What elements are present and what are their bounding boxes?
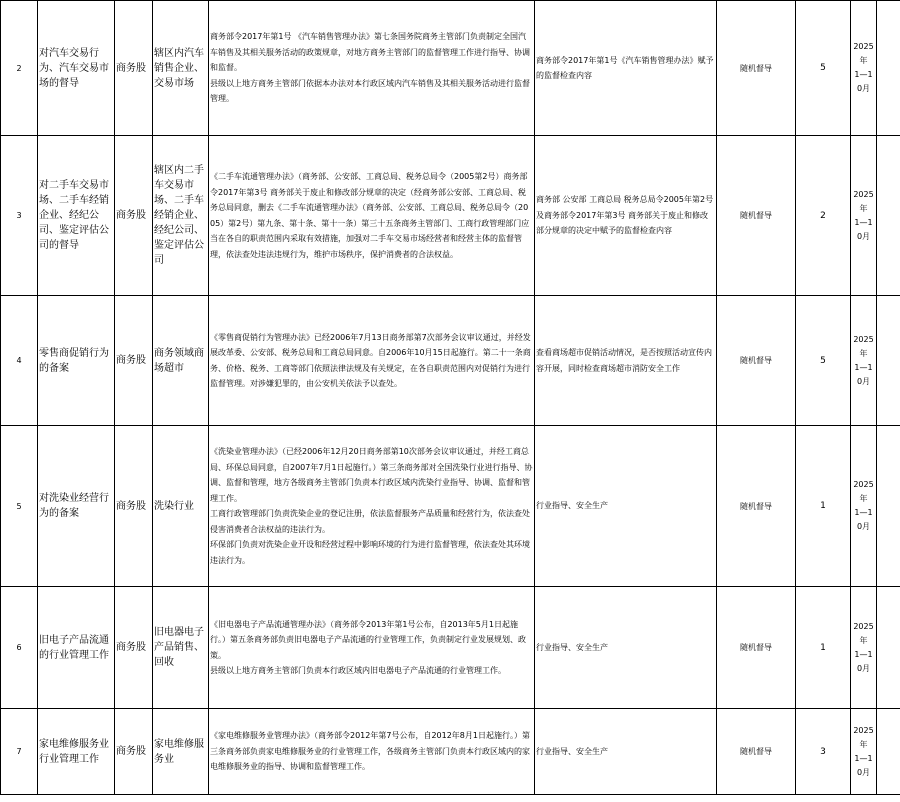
table-row xyxy=(1,1,900,136)
legal-basis-paragraph: 《家电维修服务业管理办法》（商务部令2012年第7号公布，自2012年8月1日起施行。）第三条商务部负责家电维修服务业的行业管理工作，各级商务主管部门负责本行政区域内的家电维修服务业的指导、协调和监督管理工作。 xyxy=(210,731,530,772)
responsible-department: 商务股 xyxy=(115,587,153,709)
period-line: 1—10月 xyxy=(854,70,873,93)
inspection-item: 旧电子产品流通的行业管理工作 xyxy=(38,587,115,709)
inspection-method: 随机督导 xyxy=(717,426,796,587)
inspection-object: 洗染行业 xyxy=(153,426,209,587)
legal-basis-paragraph: 《洗染业管理办法》（已经2006年12月20日商务部第10次部务会议审议通过，并经工商总局、环保总局同意，自2007年7月1日起施行。）第三条商务部对全国洗染行业进行指导、协调、监督和管理，地方各级商务主管部门负责本行政区域内洗染行业指导、协调、监督和管理工作。 xyxy=(210,447,533,503)
period-line: 1—10月 xyxy=(854,217,873,241)
inspection-method: 随机督导 xyxy=(717,587,796,709)
inspection-count: 5 xyxy=(796,1,851,136)
period-line: 2025年 xyxy=(853,189,874,213)
inspection-method: 随机督导 xyxy=(717,1,796,136)
legal-basis xyxy=(209,426,535,587)
inspection-method: 随机督导 xyxy=(717,136,796,296)
inspection-count: 1 xyxy=(796,587,851,709)
inspection-item: 家电维修服务业行业管理工作 xyxy=(38,709,115,795)
legal-basis-paragraph: 《旧电器电子产品流通管理办法》（商务部令2013年第1号公布，自2013年5月1日起施行。）第五条商务部负责旧电器电子产品流通的行业管理工作，负责制定行业发展规划、政策。 xyxy=(210,619,526,660)
inspection-content: 行业指导、安全生产 xyxy=(535,709,717,795)
period-line: 1—10月 xyxy=(854,362,873,386)
legal-basis-paragraph: 《二手车流通管理办法》（商务部、公安部、工商总局、税务总局令（2005第2号）商务部令2017年第3号 商务部关于废止和修改部分规章的决定（经商务部公安部、工商总局、税务总局同意，删去《二手车流通管理办法》（商务部、公安部、工商总局、税务总局令（2005）第2号）第九条、第十条、第十一条）第三十五条商务主管部门、工商行政管理部门应当在各自的职责范围内采取有效措施，加强对二手车交易市场经营者和经营主体的监督管理，依法查处违法违规行为，维护市场秩序，保护消费者的合法权益。 xyxy=(210,172,530,259)
table-row xyxy=(1,709,900,795)
responsible-department: 商务股 xyxy=(115,1,153,136)
legal-basis xyxy=(209,296,535,426)
remark-cell xyxy=(877,709,900,795)
legal-basis-paragraph: 县级以上地方商务主管部门依据本办法对本行政区域内汽车销售及其相关服务活动进行监督管理。 xyxy=(210,78,530,104)
table-row xyxy=(1,136,900,296)
remark-cell xyxy=(877,136,900,296)
inspection-content: 商务部令2017年第1号《汽车销售管理办法》赋予的监督检查内容 xyxy=(535,1,717,136)
inspection-period xyxy=(851,136,877,296)
inspection-object: 辖区内汽车销售企业、交易市场 xyxy=(153,1,209,136)
period-line: 2025年 xyxy=(853,334,874,358)
legal-basis-paragraph: 环保部门负责对洗染企业开设和经营过程中影响环境的行为进行监督管理，依法查处其环境违法行为。 xyxy=(210,540,530,565)
row-number: 2 xyxy=(1,1,38,136)
inspection-period xyxy=(851,426,877,587)
remark-cell xyxy=(877,426,900,587)
inspection-object: 家电维修服务业 xyxy=(153,709,209,795)
inspection-object: 商务领域商场超市 xyxy=(153,296,209,426)
inspection-content: 行业指导、安全生产 xyxy=(535,426,717,587)
inspection-method: 随机督导 xyxy=(717,296,796,426)
period-line: 2025年 xyxy=(853,725,874,749)
row-number: 4 xyxy=(1,296,38,426)
inspection-content: 查看商场超市促销活动情况，是否按照活动宣传内容开展，同时检查商场超市消防安全工作 xyxy=(535,296,717,426)
period-line: 1—10月 xyxy=(854,508,873,531)
remark-cell xyxy=(877,587,900,709)
inspection-count: 3 xyxy=(796,709,851,795)
inspection-object: 辖区内二手车交易市场、二手车经销企业、经纪公司、鉴定评估公司 xyxy=(153,136,209,296)
period-line: 2025年 xyxy=(853,621,874,645)
legal-basis-paragraph: 县级以上地方商务主管部门负责本行政区域内旧电器电子产品流通的行业管理工作。 xyxy=(210,666,506,675)
table-row xyxy=(1,296,900,426)
legal-basis xyxy=(209,587,535,709)
responsible-department: 商务股 xyxy=(115,426,153,587)
inspection-method: 随机督导 xyxy=(717,709,796,795)
inspection-item: 零售商促销行为的备案 xyxy=(38,296,115,426)
row-number: 7 xyxy=(1,709,38,795)
inspection-content: 商务部 公安部 工商总局 税务总局令2005年第2号及商务部令2017年第3号 商务部关于废止和修改部分规章的决定中赋予的监督检查内容 xyxy=(535,136,717,296)
responsible-department: 商务股 xyxy=(115,709,153,795)
inspection-count: 5 xyxy=(796,296,851,426)
legal-basis-paragraph: 《零售商促销行为管理办法》已经2006年7月13日商务部第7次部务会议审议通过，并经发展改革委、公安部、税务总局和工商总局同意。自2006年10月15日起施行。第二十一条商务、价格、税务、工商等部门依照法律法规及有关规定，在各自职责范围内对促销行为进行监督管理。对涉嫌犯罪的，由公安机关依法予以查处。 xyxy=(210,332,531,388)
table-row xyxy=(1,426,900,587)
legal-basis-paragraph: 工商行政管理部门负责洗染企业的登记注册，依法监督服务产品质量和经营行为，依法查处侵害消费者合法权益的违法行为。 xyxy=(210,509,530,534)
legal-basis-paragraph: 商务部令2017年第1号 《汽车销售管理办法》第七条国务院商务主管部门负责制定全国汽车销售及其相关服务活动的政策规章，对地方商务主管部门的监督管理工作进行指导、协调和监督。 xyxy=(210,32,530,73)
responsible-department: 商务股 xyxy=(115,296,153,426)
inspection-period xyxy=(851,296,877,426)
legal-basis xyxy=(209,1,535,136)
inspection-item: 对洗染业经营行为的备案 xyxy=(38,426,115,587)
inspection-content: 行业指导、安全生产 xyxy=(535,587,717,709)
period-line: 1—10月 xyxy=(854,753,873,777)
period-line: 2025年 xyxy=(853,42,874,65)
inspection-period xyxy=(851,709,877,795)
responsible-department: 商务股 xyxy=(115,136,153,296)
inspection-item: 对汽车交易行为、汽车交易市场的督导 xyxy=(38,1,115,136)
row-number: 3 xyxy=(1,136,38,296)
inspection-count: 2 xyxy=(796,136,851,296)
inspection-item: 对二手车交易市场、二手车经销企业、经纪公司、鉴定评估公司的督导 xyxy=(38,136,115,296)
inspection-period xyxy=(851,587,877,709)
remark-cell xyxy=(877,1,900,136)
legal-basis xyxy=(209,136,535,296)
legal-basis xyxy=(209,709,535,795)
table-row xyxy=(1,587,900,709)
period-line: 2025年 xyxy=(853,480,874,503)
inspection-object: 旧电器电子产品销售、回收 xyxy=(153,587,209,709)
period-line: 1—10月 xyxy=(854,649,873,673)
inspection-count: 1 xyxy=(796,426,851,587)
inspection-period xyxy=(851,1,877,136)
row-number: 6 xyxy=(1,587,38,709)
row-number: 5 xyxy=(1,426,38,587)
remark-cell xyxy=(877,296,900,426)
